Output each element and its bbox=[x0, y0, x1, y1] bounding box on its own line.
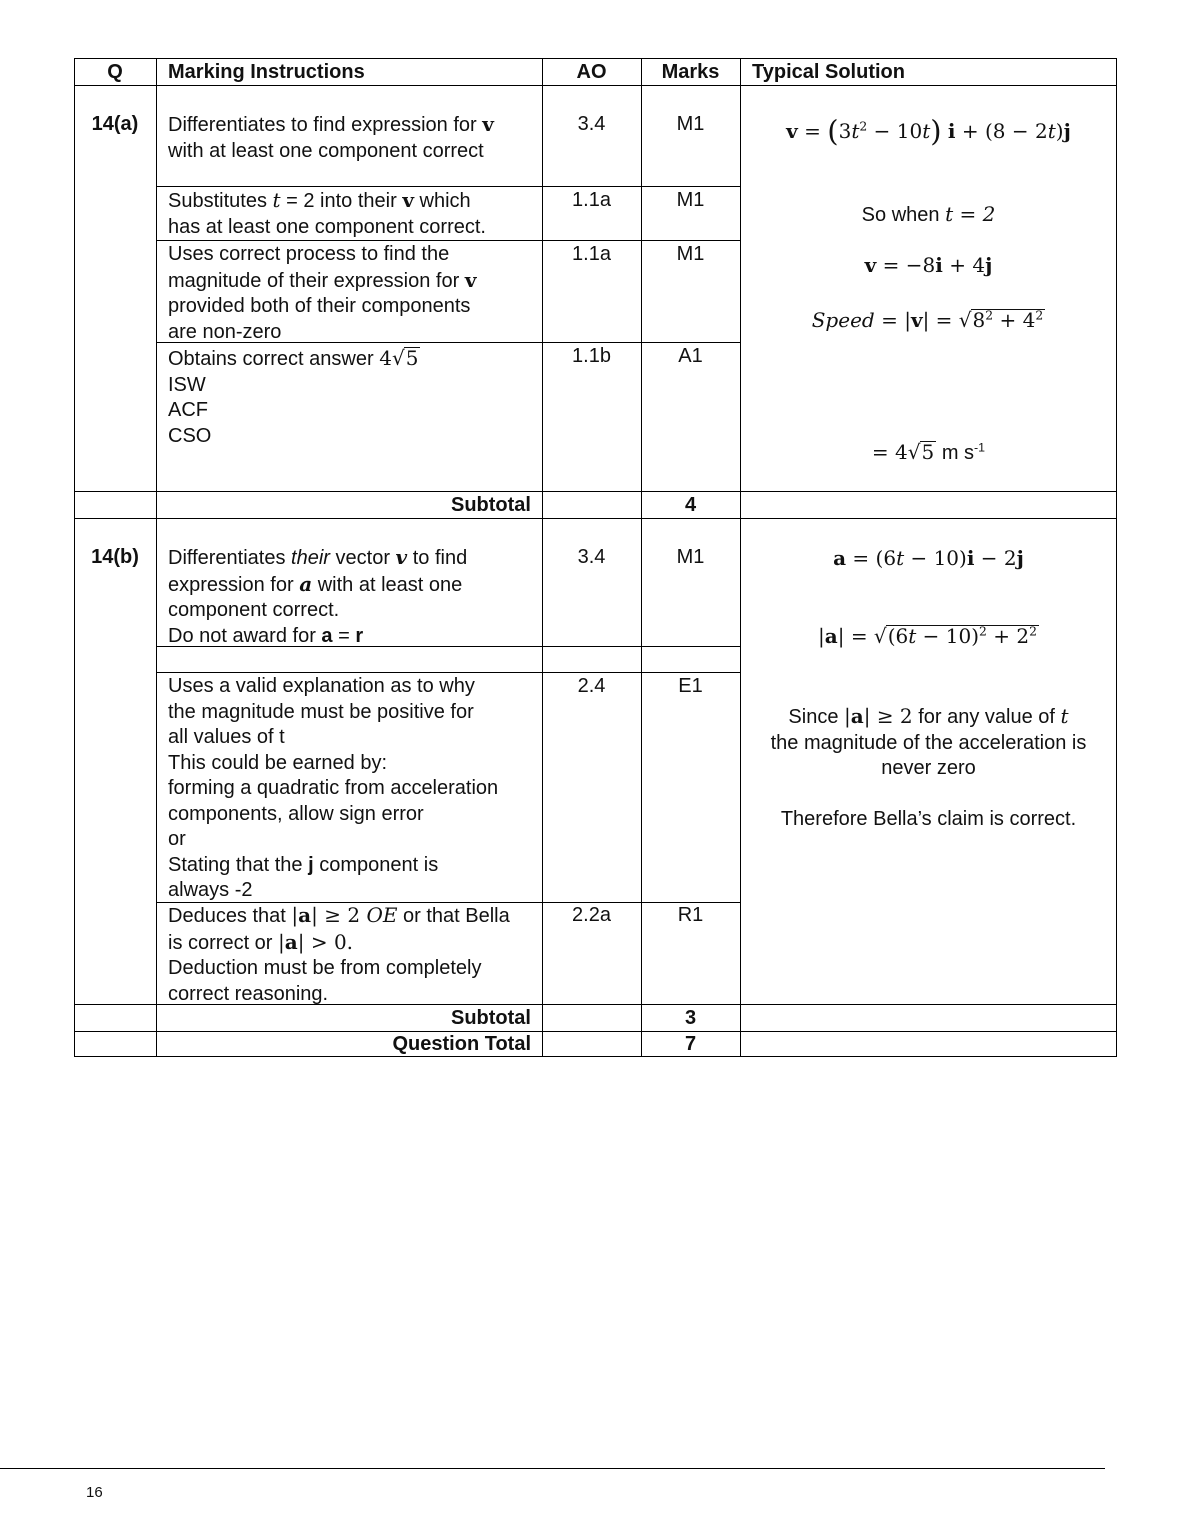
instruction-a4: Obtains correct answer 4√5 ISW ACF CSO bbox=[168, 346, 419, 447]
instruction-b2: Uses a valid explanation as to why the magnitude must be positive for all values of t This could be earned by: forming a quadratic from acceleration components, allow sign error or Stating that the j component is always -2 bbox=[168, 675, 499, 901]
header-ao: AO bbox=[576, 61, 607, 83]
solution-b-magnitude: $|a| = √(6t - 10)^2 + 2^2$ bbox=[818, 623, 1037, 648]
table-border bbox=[156, 240, 741, 241]
solution-a-answer: = 4√5 m $s^{-1}$ bbox=[871, 440, 986, 464]
table-border bbox=[74, 491, 1117, 492]
solution-a-v-value: v = −8i + 4j bbox=[864, 253, 993, 277]
header-marking-instructions: Marking Instructions bbox=[168, 61, 365, 83]
subtotal-b-label: Subtotal bbox=[451, 1007, 531, 1029]
mark-b2: E1 bbox=[678, 675, 703, 697]
table-border bbox=[1116, 58, 1117, 1057]
mark-b3: R1 bbox=[677, 904, 704, 926]
subtotal-b-value: 3 bbox=[684, 1007, 697, 1029]
question-label-14a: 14(a) bbox=[91, 113, 139, 135]
mark-b1: M1 bbox=[676, 546, 705, 568]
solution-b-acceleration: a = (6t − 10)i − 2j bbox=[833, 546, 1024, 570]
header-marks: Marks bbox=[661, 61, 720, 83]
ao-b3: 2.2a bbox=[572, 904, 611, 926]
table-border bbox=[156, 672, 741, 673]
solution-a-so-when: So when t = 2 bbox=[861, 202, 996, 226]
ao-b2: 2.4 bbox=[577, 675, 606, 697]
ao-a1: 3.4 bbox=[577, 113, 606, 135]
ao-a2: 1.1a bbox=[572, 189, 611, 211]
question-label-14b: 14(b) bbox=[91, 546, 139, 568]
page-number: 16 bbox=[86, 1484, 103, 1501]
subtotal-a-label: Subtotal bbox=[451, 494, 531, 516]
solution-a-velocity: $v = (3t^2 - 10t) i + (8 - 2t)j$ bbox=[786, 114, 1071, 148]
header-typical-solution: Typical Solution bbox=[752, 61, 905, 83]
mark-a2: M1 bbox=[676, 189, 705, 211]
footer-rule bbox=[0, 1468, 1105, 1469]
instruction-a2: Substitutes t = 2 into their v which has at least one component correct. bbox=[168, 188, 486, 238]
table-border bbox=[156, 58, 157, 1057]
question-total-value: 7 bbox=[684, 1033, 697, 1055]
mark-a3: M1 bbox=[676, 243, 705, 265]
table-border bbox=[74, 58, 1117, 59]
instruction-a3: Uses correct process to find the magnitude of their expression for v provided both of their components are non-zero bbox=[168, 243, 477, 343]
mark-a1: M1 bbox=[676, 113, 705, 135]
table-border bbox=[156, 186, 741, 187]
instruction-b3: Deduces that |a| ≥ 2 OE or that Bella is correct or |a| > 0. Deduction must be from completely correct reasoning. bbox=[168, 903, 510, 1005]
instruction-a1: Differentiates to find expression for v with at least one component correct bbox=[168, 112, 494, 162]
mark-a4: A1 bbox=[678, 345, 703, 367]
ao-a3: 1.1a bbox=[572, 243, 611, 265]
ao-b1: 3.4 bbox=[577, 546, 606, 568]
solution-a-speed: Speed = $|v| = √8^2 + 4^2$ bbox=[811, 307, 1044, 332]
solution-b-reasoning: Since |a| ≥ 2 for any value of t the magnitude of the acceleration is never zero Therefore Bella’s claim is correct. bbox=[770, 704, 1087, 830]
header-q: Q bbox=[107, 61, 123, 83]
instruction-b1: Differentiates their vector v to find expression for a with at least one component correct. Do not award for a = r bbox=[168, 545, 468, 647]
question-total-label: Question Total bbox=[392, 1033, 531, 1055]
subtotal-a-value: 4 bbox=[684, 494, 697, 516]
ao-a4: 1.1b bbox=[572, 345, 611, 367]
